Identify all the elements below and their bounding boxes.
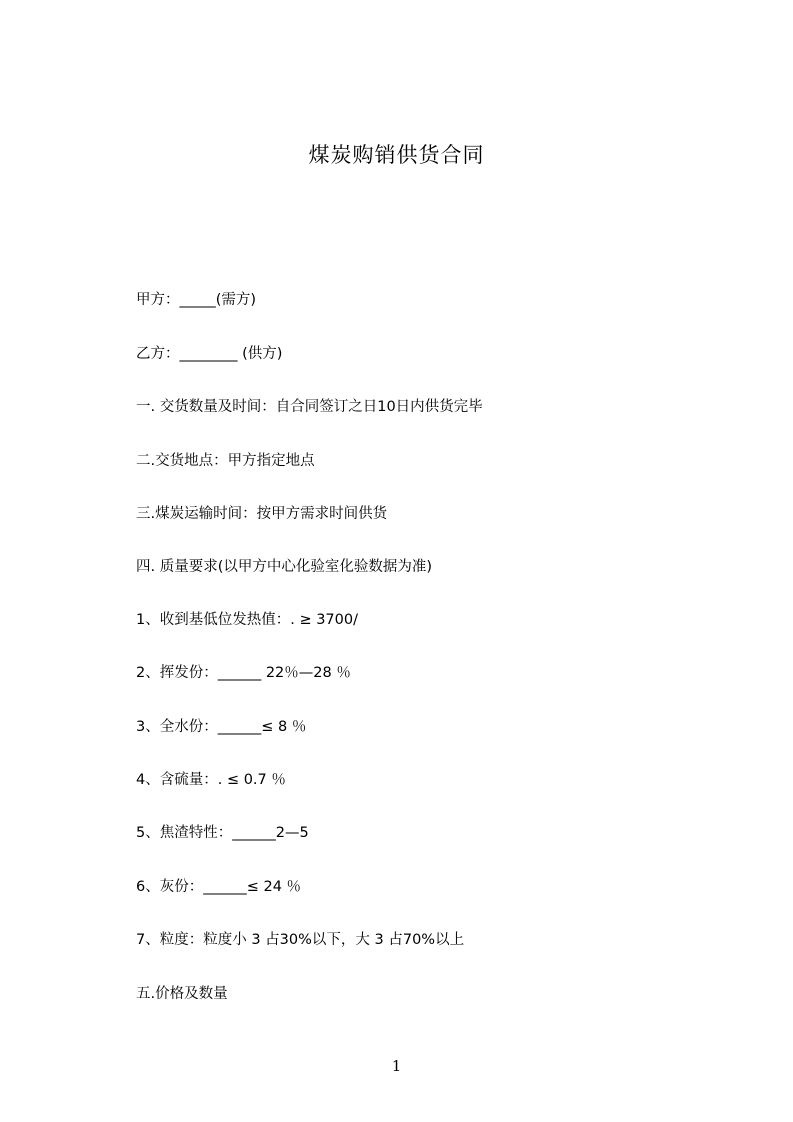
clause-delivery-location: 二.交货地点：甲方指定地点: [136, 453, 315, 469]
page-number: 1: [391, 1057, 402, 1075]
clause-delivery-quantity-time: 一. 交货数量及时间：自合同签订之日10日内供货完毕: [136, 399, 483, 415]
quality-item-volatile-matter: 2、挥发份：______ 22％—28 ％: [136, 665, 351, 681]
quality-item-total-moisture: 3、全水份：______≤ 8 ％: [136, 719, 307, 735]
quality-item-particle-size: 7、粒度：粒度小 3 占30%以下，大 3 占70%以上: [136, 932, 465, 948]
clause-quality-requirements: 四. 质量要求(以甲方中心化验室化验数据为准): [136, 559, 433, 575]
quality-item-calorific-value: 1、收到基低位发热值：. ≥ 3700/: [136, 612, 358, 628]
party-a-line: 甲方：_____(需方): [136, 292, 257, 308]
party-b-line: 乙方：________ (供方): [136, 346, 283, 362]
clause-price-quantity: 五.价格及数量: [136, 986, 228, 1002]
quality-item-sulfur-content: 4、含硫量：. ≤ 0.7 ％: [136, 772, 286, 788]
quality-item-ash-content: 6、灰份：______≤ 24 ％: [136, 879, 302, 895]
quality-item-coke-residue: 5、焦渣特性：______2—5: [136, 825, 309, 841]
clause-transport-time: 三.煤炭运输时间：按甲方需求时间供货: [136, 506, 388, 522]
document-title: 煤炭购销供货合同: [308, 143, 485, 167]
